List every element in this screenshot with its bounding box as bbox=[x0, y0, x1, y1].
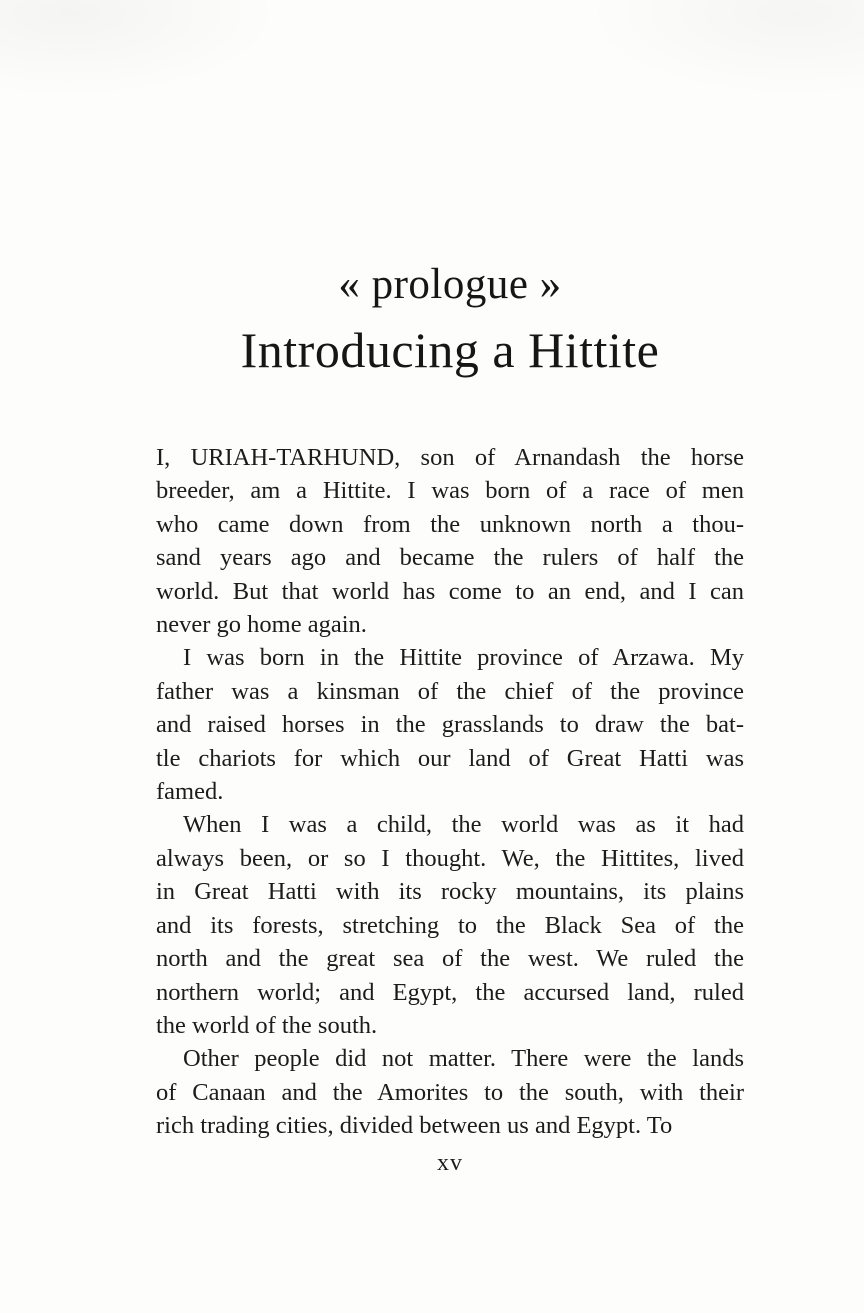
text-line: tle chariots for which our land of Great Hatti was bbox=[156, 744, 744, 772]
text-line: and its forests, stretching to the Black Sea of the bbox=[156, 911, 744, 939]
body-text bbox=[156, 441, 744, 1143]
text-line: famed. bbox=[156, 778, 224, 806]
prologue-kicker: « prologue » bbox=[338, 261, 562, 308]
text-line: in Great Hatti with its rocky mountains, its plains bbox=[156, 878, 744, 906]
text-line: Other people did not matter. There were the lands bbox=[183, 1045, 744, 1073]
text-line: of Canaan and the Amorites to the south, with their bbox=[156, 1078, 744, 1106]
chapter-title: Introducing a Hittite bbox=[240, 322, 660, 378]
text-line: northern world; and Egypt, the accursed land, ruled bbox=[156, 978, 744, 1006]
text-line: and raised horses in the grasslands to draw the bat- bbox=[156, 711, 744, 739]
paragraph bbox=[156, 641, 744, 808]
text-line: I, URIAH-TARHUND, son of Arnandash the horse bbox=[156, 444, 744, 471]
page-number: xv bbox=[437, 1150, 463, 1176]
paragraph bbox=[156, 1042, 744, 1142]
paragraph bbox=[156, 441, 744, 641]
text-line: I was born in the Hittite province of Arzawa. My bbox=[183, 644, 744, 672]
text-line: north and the great sea of the west. We ruled the bbox=[156, 945, 744, 973]
text-line: breeder, am a Hittite. I was born of a race of men bbox=[156, 477, 744, 505]
text-line: never go home again. bbox=[156, 611, 367, 639]
text-line: world. But that world has come to an end, and I can bbox=[156, 577, 744, 605]
text-line: father was a kinsman of the chief of the province bbox=[156, 677, 744, 705]
text-line: the world of the south. bbox=[156, 1011, 378, 1039]
text-line: When I was a child, the world was as it had bbox=[183, 811, 744, 839]
text-line: rich trading cities, divided between us and Egypt. To bbox=[156, 1112, 673, 1140]
text-line: sand years ago and became the rulers of half the bbox=[156, 544, 744, 572]
paragraph bbox=[156, 808, 744, 1042]
text-line: who came down from the unknown north a thou- bbox=[156, 510, 744, 538]
text-line: always been, or so I thought. We, the Hittites, lived bbox=[156, 844, 744, 872]
